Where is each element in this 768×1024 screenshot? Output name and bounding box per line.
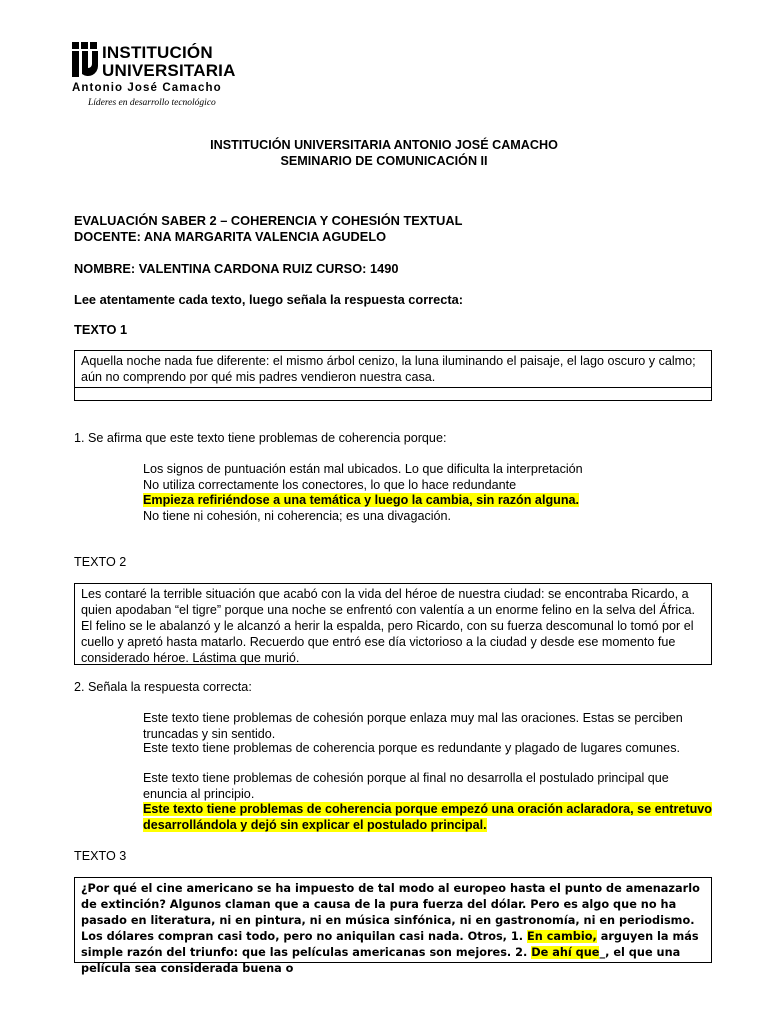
logo-line-1: INSTITUCIÓN (102, 43, 213, 62)
texto1-option-b[interactable]: No utiliza correctamente los conectores, lo que lo hace redundante (143, 478, 517, 492)
texto1-box (74, 350, 712, 401)
texto3-connector-1[interactable]: En cambio, (527, 930, 597, 943)
texto2-body: Les contaré la terrible situación que acabó con la vida del héroe de nuestra ciudad: se encontraba Ricardo, a quien apodaban “el tigre” porque una noche se enfrentó con valentía a un enorme felino en la selva del África. El felino se le abalanzó y le alcanzó a herir la espalda, pero Ricardo, con su fuerza descomunal lo tomó por el cuello y apretó hasta matarlo. Recuerdo que entró ese día victorioso a la ciudad y desde ese momento fue considerado héroe. Lástima que murió. (81, 587, 696, 665)
texto1-question: 1. Se afirma que este texto tiene problemas de coherencia porque: (74, 431, 447, 445)
logo-line-2: UNIVERSITARIA (102, 61, 236, 80)
teacher-name: DOCENTE: ANA MARGARITA VALENCIA AGUDELO (74, 229, 387, 244)
texto3-box (74, 877, 712, 975)
texto1-option-c[interactable] (143, 492, 713, 508)
evaluation-title: EVALUACIÓN SABER 2 – COHERENCIA Y COHESIÓN TEXTUAL (74, 213, 463, 228)
texto2-title: TEXTO 2 (74, 555, 127, 569)
institution-logo (72, 42, 242, 114)
texto2-option-a[interactable]: Este texto tiene problemas de cohesión porque enlaza muy mal las oraciones. Estas se perciben truncadas y sin sentido. (143, 711, 683, 741)
texto3-body-part3: _, el que una película sea considerada buena o (81, 946, 681, 975)
texto1-title: TEXTO 1 (74, 322, 128, 337)
header-institution: INSTITUCIÓN UNIVERSITARIA ANTONIO JOSÉ CAMACHO (210, 138, 558, 152)
texto2-box (74, 583, 712, 665)
texto3-body-part1: ¿Por qué el cine americano se ha impuesto de tal modo al europeo hasta el punto de amenazarlo de extinción? Algunos claman que a causa de la pura fuerza del dólar. Pero es algo que no ha pasado en literatura, ni en pintura, ni en música sinfónica, ni en gastronomía, ni en periodismo. Los dólares compran casi todo, pero no aniquilan casi nada. Otros, 1. (81, 882, 700, 943)
logo-tagline: Líderes en desarrollo tecnológico (88, 98, 216, 108)
logo-line-3: Antonio José Camacho (72, 82, 222, 94)
instructions: Lee atentamente cada texto, luego señala la respuesta correcta: (74, 292, 464, 307)
texto2-option-b[interactable]: Este texto tiene problemas de coherencia porque es redundante y plagado de lugares comunes. (143, 741, 680, 755)
texto1-body: Aquella noche nada fue diferente: el mismo árbol cenizo, la luna iluminando el paisaje, el lago oscuro y calmo; aún no comprendo por qué mis padres vendieron nuestra casa. (81, 354, 696, 384)
header-seminar: SEMINARIO DE COMUNICACIÓN II (280, 154, 488, 168)
texto3-body (75, 878, 711, 977)
texto1-option-d[interactable]: No tiene ni cohesión, ni coherencia; es una divagación. (143, 509, 452, 523)
student-name: NOMBRE: VALENTINA CARDONA RUIZ CURSO: 1490 (74, 261, 399, 276)
texto1-selected-answer: Empieza refiriéndose a una temática y luego la cambia, sin razón alguna. (143, 493, 580, 507)
texto1-divider (75, 387, 711, 388)
texto3-connector-2[interactable]: De ahí que (531, 946, 600, 959)
texto1-option-a[interactable]: Los signos de puntuación están mal ubicados. Lo que dificulta la interpretación (143, 462, 583, 476)
institution-logo-icon (72, 42, 98, 80)
texto2-question: 2. Señala la respuesta correcta: (74, 680, 252, 694)
texto2-selected-answer: Este texto tiene problemas de coherencia porque empezó una oración aclaradora, se entretuvo desarrollándola y dejó sin explicar el postulado principal. (143, 802, 712, 832)
texto3-title: TEXTO 3 (74, 849, 127, 863)
texto3-body-part2: arguyen la más simple razón del triunfo: que las películas americanas son mejores. 2. (81, 930, 699, 959)
texto2-option-c[interactable]: Este texto tiene problemas de cohesión porque al final no desarrolla el postulado principal que enuncia al principio. (143, 771, 669, 801)
texto2-option-d[interactable] (143, 801, 713, 833)
